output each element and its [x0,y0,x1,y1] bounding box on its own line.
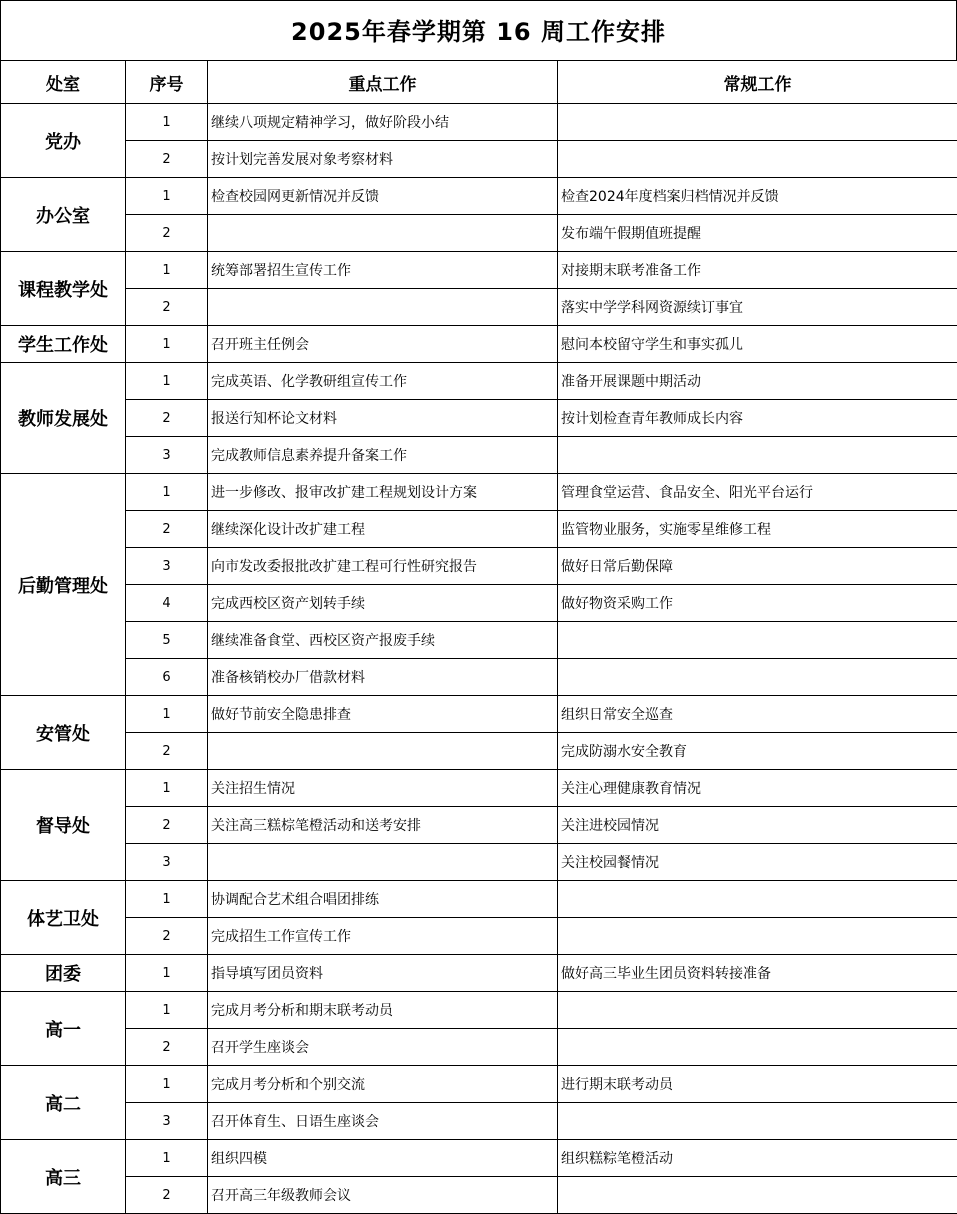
table-row [1,326,957,363]
routine-work-cell: 关注心理健康教育情况 [558,770,957,807]
key-work-cell: 完成西校区资产划转手续 [208,585,558,622]
key-work-cell: 召开高三年级教师会议 [208,1177,558,1214]
key-work-cell: 向市发改委报批改扩建工程可行性研究报告 [208,548,558,585]
table-row [1,696,957,733]
key-work-cell: 组织四模 [208,1140,558,1177]
dept-name-cell: 办公室 [1,178,126,252]
dept-name-cell: 高一 [1,992,126,1066]
row-num-cell: 1 [126,1140,208,1177]
header-key-work: 重点工作 [208,61,558,104]
row-num-cell: 1 [126,992,208,1029]
dept-name-cell: 高二 [1,1066,126,1140]
table-row [1,1029,957,1066]
row-num-cell: 1 [126,474,208,511]
header-dept: 处室 [1,61,126,104]
row-num-cell: 5 [126,622,208,659]
table-row [1,104,957,141]
schedule-table [0,60,957,1214]
table-row [1,400,957,437]
key-work-cell [208,289,558,326]
key-work-cell: 关注招生情况 [208,770,558,807]
row-num-cell: 1 [126,696,208,733]
routine-work-cell: 做好高三毕业生团员资料转接准备 [558,955,957,992]
row-num-cell: 2 [126,1177,208,1214]
table-row [1,1177,957,1214]
dept-name-cell: 课程教学处 [1,252,126,326]
routine-work-cell: 监管物业服务，实施零星维修工程 [558,511,957,548]
row-num-cell: 2 [126,289,208,326]
table-row [1,215,957,252]
table-row [1,548,957,585]
row-num-cell: 2 [126,400,208,437]
key-work-cell: 完成月考分析和期末联考动员 [208,992,558,1029]
dept-name-cell: 高三 [1,1140,126,1214]
row-num-cell: 1 [126,104,208,141]
routine-work-cell: 做好日常后勤保障 [558,548,957,585]
key-work-cell: 报送行知杯论文材料 [208,400,558,437]
row-num-cell: 2 [126,733,208,770]
dept-name-cell: 团委 [1,955,126,992]
key-work-cell [208,733,558,770]
key-work-cell: 继续八项规定精神学习，做好阶段小结 [208,104,558,141]
row-num-cell: 1 [126,955,208,992]
routine-work-cell: 按计划检查青年教师成长内容 [558,400,957,437]
table-row [1,881,957,918]
routine-work-cell: 关注进校园情况 [558,807,957,844]
key-work-cell: 协调配合艺术组合唱团排练 [208,881,558,918]
table-row [1,178,957,215]
schedule-body [1,104,957,1214]
routine-work-cell [558,1029,957,1066]
key-work-cell: 召开班主任例会 [208,326,558,363]
table-row [1,1140,957,1177]
routine-work-cell: 落实中学学科网资源续订事宜 [558,289,957,326]
routine-work-cell [558,141,957,178]
row-num-cell: 1 [126,252,208,289]
table-row [1,289,957,326]
header-row [1,61,957,104]
table-row [1,844,957,881]
key-work-cell: 召开体育生、日语生座谈会 [208,1103,558,1140]
row-num-cell: 1 [126,363,208,400]
table-row [1,807,957,844]
dept-name-cell: 安管处 [1,696,126,770]
row-num-cell: 1 [126,881,208,918]
key-work-cell: 完成月考分析和个别交流 [208,1066,558,1103]
row-num-cell: 3 [126,548,208,585]
key-work-cell: 关注高三糕棕笔橙活动和送考安排 [208,807,558,844]
key-work-cell: 完成招生工作宣传工作 [208,918,558,955]
routine-work-cell: 关注校园餐情况 [558,844,957,881]
routine-work-cell [558,918,957,955]
routine-work-cell [558,659,957,696]
row-num-cell: 1 [126,326,208,363]
table-row [1,252,957,289]
row-num-cell: 2 [126,141,208,178]
row-num-cell: 3 [126,844,208,881]
dept-name-cell: 教师发展处 [1,363,126,474]
table-row [1,733,957,770]
routine-work-cell [558,622,957,659]
row-num-cell: 3 [126,437,208,474]
table-row [1,622,957,659]
key-work-cell: 统筹部署招生宣传工作 [208,252,558,289]
routine-work-cell: 检查2024年度档案归档情况并反馈 [558,178,957,215]
routine-work-cell: 准备开展课题中期活动 [558,363,957,400]
dept-name-cell: 督导处 [1,770,126,881]
routine-work-cell [558,437,957,474]
key-work-cell: 指导填写团员资料 [208,955,558,992]
table-row [1,1066,957,1103]
row-num-cell: 6 [126,659,208,696]
key-work-cell: 按计划完善发展对象考察材料 [208,141,558,178]
table-row [1,918,957,955]
row-num-cell: 1 [126,1066,208,1103]
page-title: 2025年春学期第 16 周工作安排 [0,0,957,60]
dept-name-cell: 后勤管理处 [1,474,126,696]
key-work-cell: 继续准备食堂、西校区资产报废手续 [208,622,558,659]
routine-work-cell [558,1177,957,1214]
header-num: 序号 [126,61,208,104]
row-num-cell: 2 [126,807,208,844]
routine-work-cell: 管理食堂运营、食品安全、阳光平台运行 [558,474,957,511]
key-work-cell: 完成教师信息素养提升备案工作 [208,437,558,474]
table-row [1,437,957,474]
routine-work-cell: 完成防溺水安全教育 [558,733,957,770]
key-work-cell [208,844,558,881]
routine-work-cell: 组织日常安全巡查 [558,696,957,733]
key-work-cell: 继续深化设计改扩建工程 [208,511,558,548]
key-work-cell: 进一步修改、报审改扩建工程规划设计方案 [208,474,558,511]
table-row [1,585,957,622]
header-routine-work: 常规工作 [558,61,957,104]
table-row [1,955,957,992]
routine-work-cell [558,1103,957,1140]
table-row [1,141,957,178]
table-row [1,511,957,548]
row-num-cell: 2 [126,918,208,955]
key-work-cell: 召开学生座谈会 [208,1029,558,1066]
routine-work-cell: 发布端午假期值班提醒 [558,215,957,252]
routine-work-cell [558,881,957,918]
routine-work-cell: 进行期末联考动员 [558,1066,957,1103]
routine-work-cell: 做好物资采购工作 [558,585,957,622]
routine-work-cell [558,104,957,141]
table-row [1,992,957,1029]
row-num-cell: 1 [126,178,208,215]
row-num-cell: 2 [126,215,208,252]
routine-work-cell: 组织糕粽笔橙活动 [558,1140,957,1177]
dept-name-cell: 党办 [1,104,126,178]
table-row [1,659,957,696]
dept-name-cell: 体艺卫处 [1,881,126,955]
routine-work-cell [558,992,957,1029]
routine-work-cell: 对接期末联考准备工作 [558,252,957,289]
table-row [1,1103,957,1140]
key-work-cell: 完成英语、化学教研组宣传工作 [208,363,558,400]
table-row [1,474,957,511]
row-num-cell: 3 [126,1103,208,1140]
key-work-cell: 检查校园网更新情况并反馈 [208,178,558,215]
table-row [1,770,957,807]
key-work-cell: 准备核销校办厂借款材料 [208,659,558,696]
dept-name-cell: 学生工作处 [1,326,126,363]
key-work-cell [208,215,558,252]
routine-work-cell: 慰问本校留守学生和事实孤儿 [558,326,957,363]
key-work-cell: 做好节前安全隐患排查 [208,696,558,733]
row-num-cell: 4 [126,585,208,622]
row-num-cell: 1 [126,770,208,807]
table-row [1,363,957,400]
row-num-cell: 2 [126,1029,208,1066]
row-num-cell: 2 [126,511,208,548]
